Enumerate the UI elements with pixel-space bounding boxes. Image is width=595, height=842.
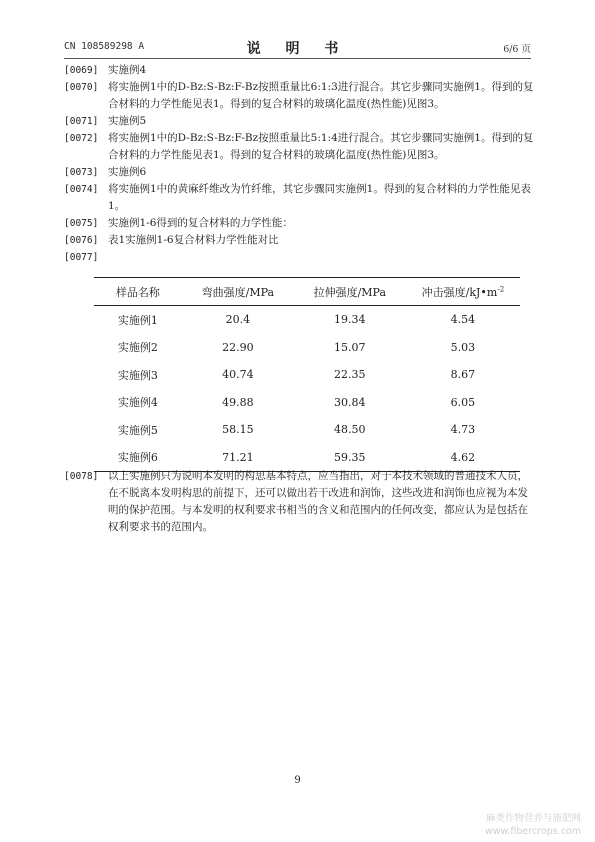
paragraph xyxy=(64,181,534,215)
page-reference: 6/6 页 xyxy=(503,44,531,55)
table-row xyxy=(94,416,520,444)
paragraph-number: [0075] xyxy=(64,218,99,229)
paragraph-text: 实施例5 xyxy=(108,115,147,127)
table-cell: 15.07 xyxy=(334,340,366,354)
column-header-impact xyxy=(406,278,520,306)
table-cell: 49.88 xyxy=(222,395,254,409)
table-cell: 22.35 xyxy=(334,368,366,382)
table-cell: 实施例5 xyxy=(117,423,158,437)
paragraph-number: [0070] xyxy=(64,82,99,93)
table-cell: 58.15 xyxy=(222,423,254,437)
column-header-tensile: 拉伸强度/MPa xyxy=(313,285,387,299)
table-cell: 实施例4 xyxy=(117,396,158,410)
table-cell: 59.35 xyxy=(334,450,366,464)
paragraph-text: 实施例4 xyxy=(108,64,147,76)
table-cell: 实施例2 xyxy=(117,341,158,355)
table-caption: 表1实施例1-6复合材料力学性能对比 xyxy=(108,234,279,246)
impact-header-exponent: -2 xyxy=(497,284,505,293)
impact-header-text: 冲击强度/kJ•m xyxy=(421,285,498,299)
watermark xyxy=(485,812,581,838)
table-cell: 40.74 xyxy=(222,368,254,382)
paragraph xyxy=(64,130,534,164)
header-rule xyxy=(64,58,531,59)
paragraph-number: [0069] xyxy=(64,65,99,76)
column-header-sample: 样品名称 xyxy=(115,285,160,299)
paragraph-number: [0073] xyxy=(64,167,99,178)
paragraph-number: [0077] xyxy=(64,252,99,263)
paragraph xyxy=(64,79,534,113)
table-cell: 71.21 xyxy=(222,450,254,464)
closing-paragraph xyxy=(64,468,534,536)
paragraph xyxy=(64,249,534,266)
table-header-row xyxy=(94,278,520,306)
paragraph-text: 实施例6 xyxy=(108,166,147,178)
table-cell: 4.54 xyxy=(450,313,476,327)
watermark-line: www.fibercrops.com xyxy=(484,826,581,837)
table-cell: 20.4 xyxy=(225,313,251,327)
description-body xyxy=(64,62,534,266)
table-cell: 实施例3 xyxy=(117,368,158,382)
paragraph-text: 将实施例1中的黄麻纤维改为竹纤维，其它步骤同实施例1。得到的复合材料的力学性能见表1。 xyxy=(108,183,531,212)
table-cell: 实施例1 xyxy=(117,313,158,327)
paragraph-text: 实施例1-6得到的复合材料的力学性能： xyxy=(108,217,293,229)
column-header-flexural: 弯曲强度/MPa xyxy=(201,285,275,299)
paragraph xyxy=(64,164,534,181)
table-cell: 48.50 xyxy=(334,423,366,437)
table-cell: 8.67 xyxy=(450,368,476,382)
watermark-line: 麻类作物营养与施肥网 xyxy=(485,813,581,824)
page-number: 9 xyxy=(294,775,301,786)
page-header xyxy=(64,38,531,57)
table-row xyxy=(94,361,520,389)
paragraph xyxy=(64,215,534,232)
paragraph-number: [0072] xyxy=(64,133,99,144)
paragraph-number: [0074] xyxy=(64,184,99,195)
table-cell: 30.84 xyxy=(334,395,366,409)
paragraph xyxy=(64,62,534,79)
paragraph-text: 将实施例1中的D-Bz:S-Bz:F-Bz按照重量比6:1:3进行混合。其它步骤同实施例1。得到的复合材料的力学性能见表1。得到的复合材料的玻璃化温度(热性能)见图3。 xyxy=(108,81,534,110)
paragraph-text: 将实施例1中的D-Bz:S-Bz:F-Bz按照重量比5:1:4进行混合。其它步骤同实施例1。得到的复合材料的力学性能见表1。得到的复合材料的玻璃化温度(热性能)见图3。 xyxy=(108,132,534,161)
paragraph-number: [0078] xyxy=(64,471,99,482)
table-cell: 19.34 xyxy=(334,313,366,327)
table-cell: 4.62 xyxy=(450,450,476,464)
table-cell: 22.90 xyxy=(222,340,254,354)
paragraph xyxy=(64,468,534,536)
table-row xyxy=(94,306,520,334)
paragraph-text: 以上实施例只为说明本发明的构思基本特点，应当指出，对于本技术领域的普通技术人员，在不脱离本发明构思的前提下，还可以做出若干改进和润饰，这些改进和润饰也应视为本发明的保护范围。与本发明的权利要求书相当的含义和范围内的任何改变，都应认为是包括在权利要求书的范围内。 xyxy=(108,470,528,533)
table-cell: 4.73 xyxy=(450,423,476,437)
mechanical-properties-table xyxy=(94,277,520,472)
paragraph-number: [0071] xyxy=(64,116,99,127)
paragraph xyxy=(64,113,534,130)
document-title: 说 明 书 xyxy=(246,41,349,57)
table-row xyxy=(94,334,520,362)
table-row xyxy=(94,389,520,417)
table-cell: 6.05 xyxy=(450,395,476,409)
table-cell: 实施例6 xyxy=(117,451,158,465)
patent-number: CN 108589298 A xyxy=(64,41,145,52)
paragraph xyxy=(64,232,534,249)
paragraph-number: [0076] xyxy=(64,235,99,246)
table-cell: 5.03 xyxy=(450,340,476,354)
